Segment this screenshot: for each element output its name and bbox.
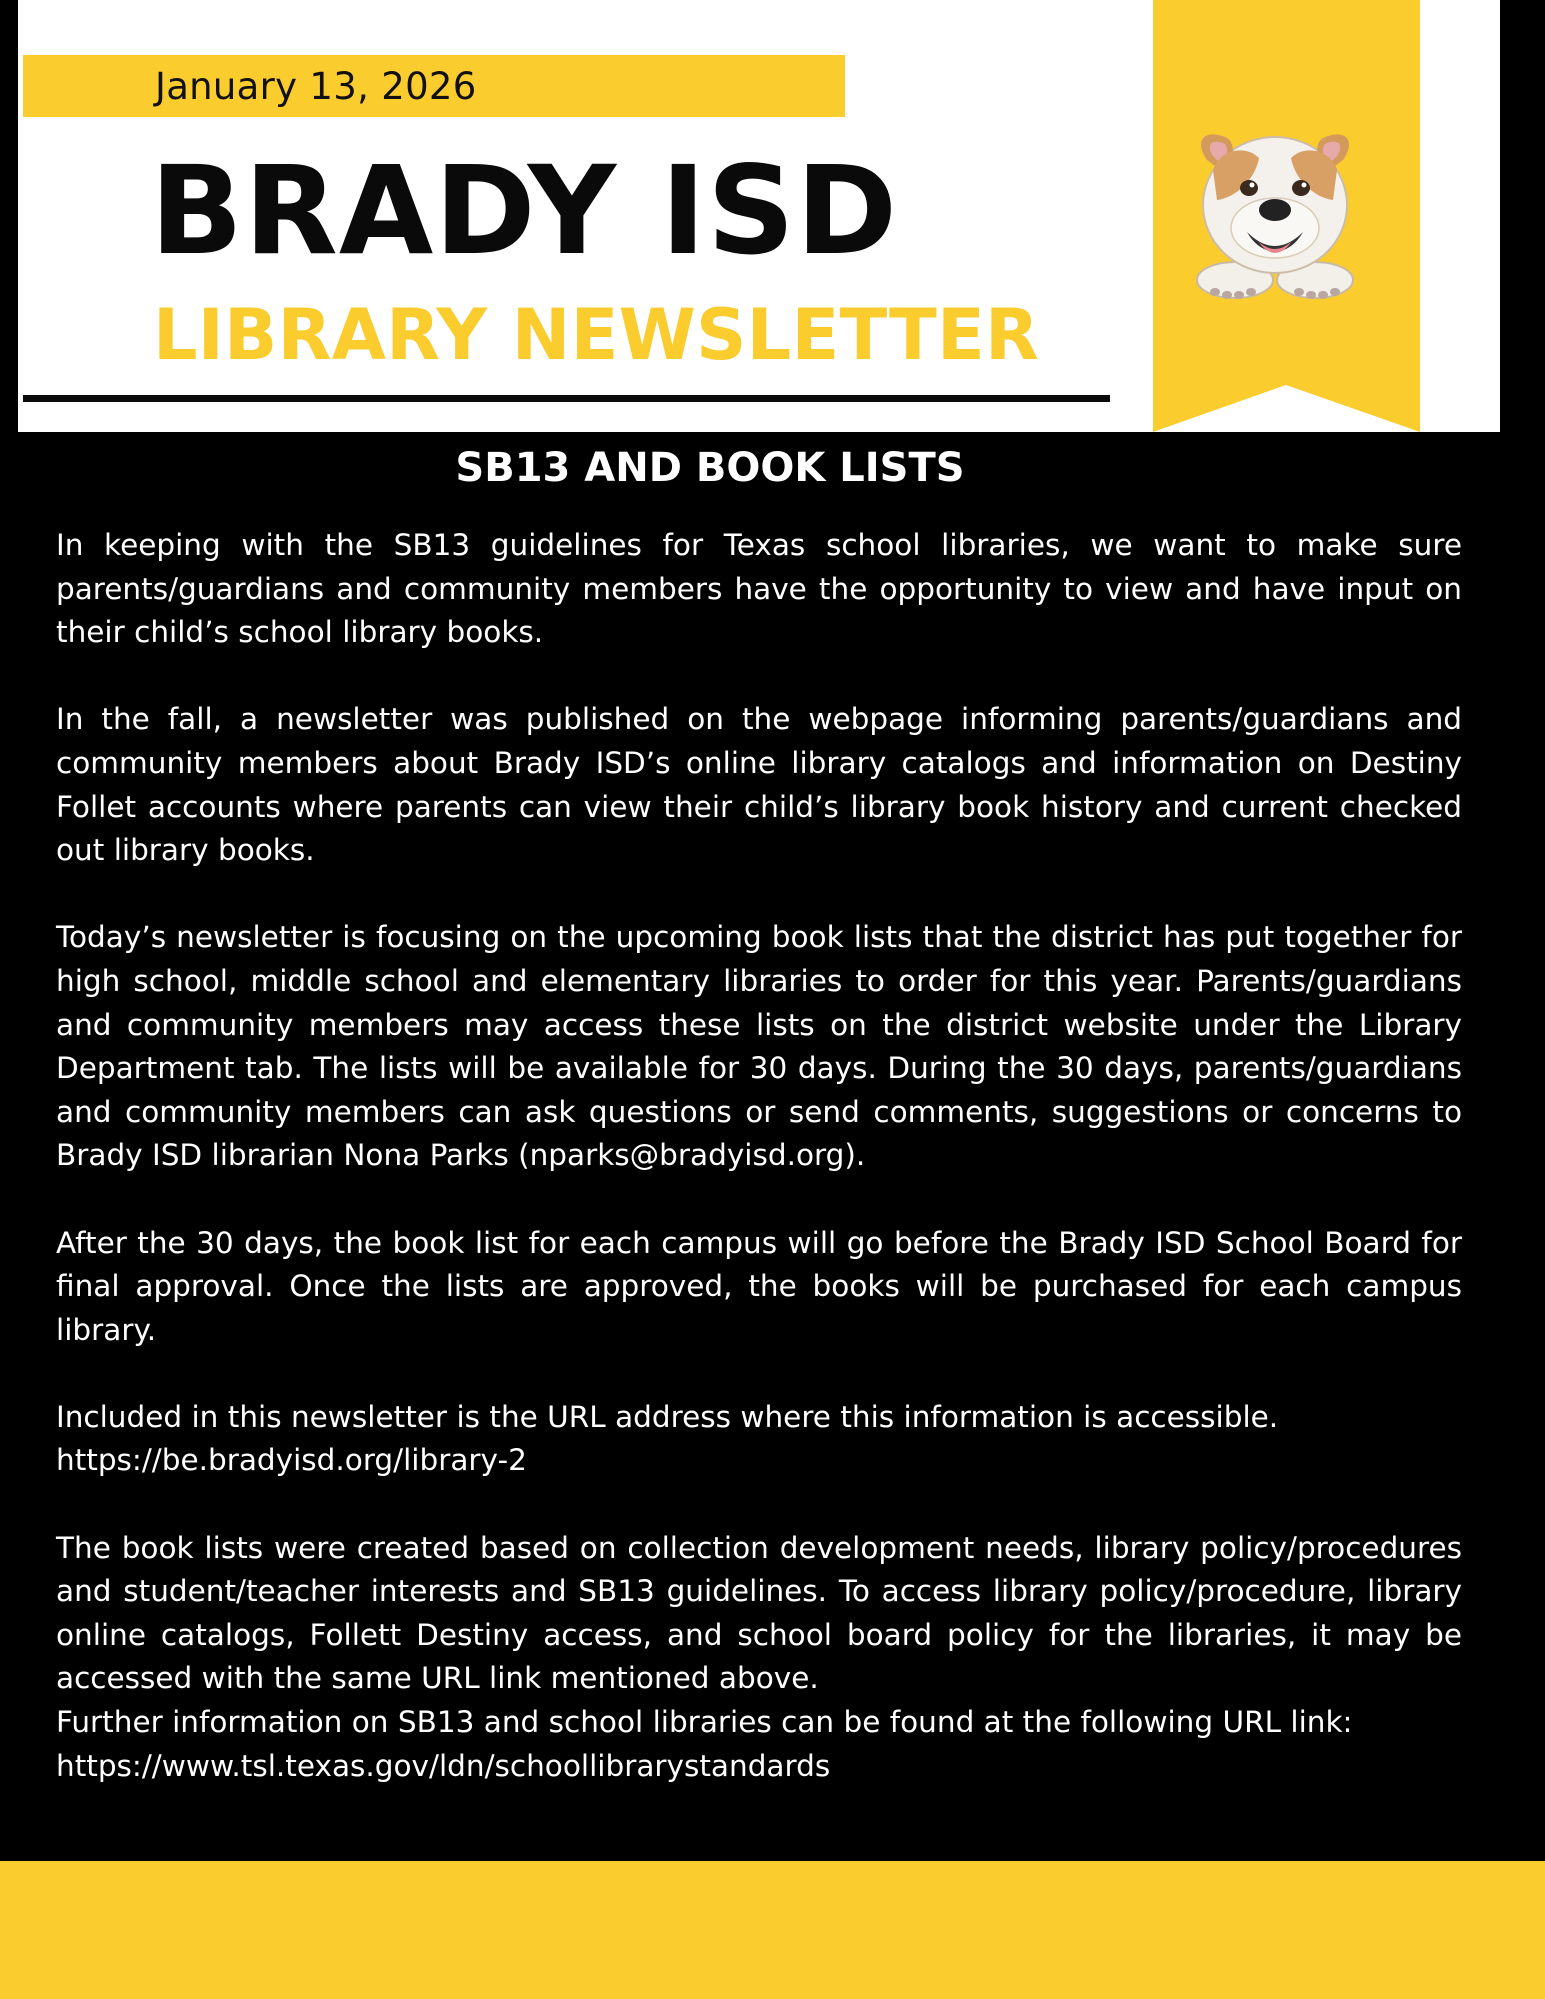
footer-band — [0, 1861, 1545, 1999]
newsletter-subtitle: LIBRARY NEWSLETTER — [153, 294, 1040, 376]
article-body — [56, 524, 1462, 1788]
url-intro-text: Included in this newsletter is the URL address where this information is accessible. — [56, 1399, 1279, 1434]
paragraph-further-info — [56, 1701, 1462, 1788]
newsletter-date: January 13, 2026 — [155, 65, 477, 108]
section-heading: SB13 AND BOOK LISTS — [455, 445, 965, 491]
paragraph-list-creation: The book lists were created based on collection development needs, library policy/procedures and student/teacher interests and SB13 guidelines. To access library policy/procedure, library online catalogs, Follett Destiny access, and school board policy for the libraries, it may be accessed with the same URL link mentioned above. — [56, 1530, 1462, 1696]
bulldog-icon — [1175, 110, 1375, 310]
paragraph-url-info — [56, 1396, 1462, 1483]
further-info-text: Further information on SB13 and school libraries can be found at the following URL link: — [56, 1705, 1353, 1740]
district-title: BRADY ISD — [150, 140, 899, 282]
title-divider — [23, 395, 1110, 402]
tsl-standards-url-link[interactable]: https://www.tsl.texas.gov/ldn/schoollibrarystandards — [56, 1748, 831, 1783]
paragraph-sb13-intro: In keeping with the SB13 guidelines for Texas school libraries, we want to make sure parents/guardians and community members have the opportunity to view and have input on their child’s school library books. — [56, 528, 1462, 650]
library-url-link[interactable]: https://be.bradyisd.org/library-2 — [56, 1443, 527, 1478]
paragraph-fall-newsletter: In the fall, a newsletter was published on the webpage informing parents/guardians and community members about Brady ISD’s online library catalogs and information on Destiny Follet accounts where parents can view their child’s library book history and current checked out library books. — [56, 702, 1462, 868]
paragraph-book-lists: Today’s newsletter is focusing on the upcoming book lists that the district has put together for high school, middle school and elementary libraries to order for this year. Parents/guardians and community members may access these lists on the district website under the Library Department tab. The lists will be available for 30 days. During the 30 days, parents/guardians and community members can ask questions or send comments, suggestions or concerns to Brady ISD librarian Nona Parks (nparks@bradyisd.org). — [56, 920, 1462, 1173]
paragraph-board-approval: After the 30 days, the book list for each campus will go before the Brady ISD School Board for final approval. Once the lists are approved, the books will be purchased for each campus library. — [56, 1225, 1462, 1347]
